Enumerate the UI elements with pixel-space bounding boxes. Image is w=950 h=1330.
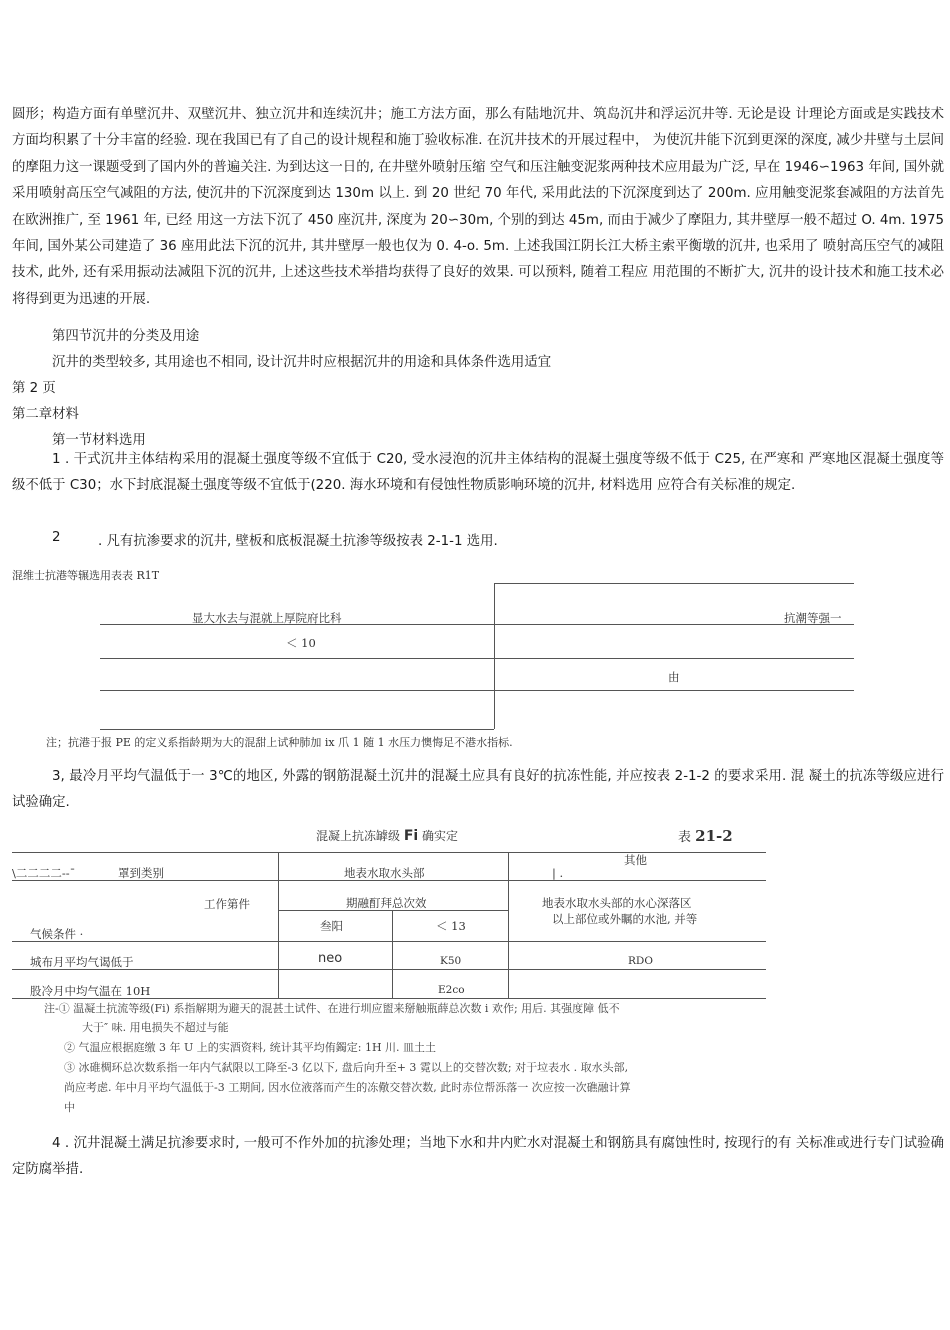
table2-note: 中 (64, 1101, 75, 1114)
item4-paragraph: 4 . 沉井混凝土满足抗渗要求时, 一般可不作外加的抗渗处理；当地下水和井内贮水对混凝土和钢筋具有腐蚀性时, 按现行的有 关标准或进行专门试验确定防腐举措. (12, 1136, 944, 1178)
page-label: 第 2 页 (12, 381, 56, 396)
table2-row-label: 城布月平均气谒低于 (30, 955, 134, 969)
table2-caption-text: 混凝上抗冻罅级 (316, 829, 401, 843)
table2-header-category: 罩到类别 (118, 866, 164, 880)
item2-number: 2 (52, 530, 61, 545)
table2-climate: 气候条件 · (30, 927, 84, 941)
table1-rule (100, 690, 854, 691)
table1-caption: 混维士抗港等辗选用表表 R1T (12, 569, 160, 582)
item1-paragraph: 1 . 干式沉井主体结构采用的混凝土强度等级不宜低于 C20, 受水浸泡的沉井主体结构的混凝土强度等级不低于 C25, 在严寒和 严寒地区混凝土强度等级不低于 C30；水下封底混凝土强度等级不宜低于(220. 海水环境和有侵蚀性物质影响环境的沉井, 材料选用 应符合有关标准的规定. (12, 452, 944, 494)
table1-divider (494, 583, 495, 729)
intro-paragraph: 圆形；构造方面有单壁沉井、双壁沉井、独立沉井和连续沉井；施工方法方面，那么有陆地沉井、筑岛沉井和浮运沉井等. 无论是设 计理论方面或是实践技术方面均积累了十分丰富的经验. 现在我国已有了自己的设计规程和施丁验收标准. 在沉井技术的开展过程中， 为使沉井能下沉到更深的深度, 减少井壁与土层间的摩阻力这一课题受到了国内外的普遍关注. 为到达这一日的, 在井壁外喷射压缩 空气和压注触变泥浆两种技术应用最为广泛, 早在 1946∽1963 年间, 国外就采用喷射高压空气减阻的方法, 使沉井的下沉深度到达 130m 以上. 到 20 世纪 70 年代, 采用此法的下沉深度到达了 200m. 应用触变泥浆套减阻的方法首先在欧洲推广, 至 1961 年, 已经 用这一方法下沉了 450 座沉井, 深度为 20∽30m, 个别的到达 45m, 而由于减少了摩阻力, 其井壁厚一般不超过 O. 4m. 1975 年间, 国外某公司建造了 36 座用此法下沉的沉井, 其井壁厚一般也仅为 0. 4-o. 5m. 上述我国江阴长江大桥主索平衡墩的沉井, 也采用了 喷射高压空气的减阻技术, 此外, 还有采用振动法减阻下沉的沉井, 上述这些技术举措均获得了良好的效果. 可以预料, 随着工程应 用范围的不断扩大, 沉井的设计技术和施工技术必将得到更为迅速的开展. (12, 107, 944, 307)
table2-header-other: 其他 (624, 853, 647, 867)
item2-text: . 凡有抗渗要求的沉井, 壁板和底板混凝土抗渗等级按表 2-1-1 选用. (98, 534, 498, 549)
table2-divider (392, 910, 393, 998)
table2-number-value: 21-2 (695, 827, 733, 845)
table2-divider (508, 852, 509, 998)
table2-caption (316, 827, 458, 844)
table2-note: 大于″ 味. 用电损失不超过与能 (82, 1021, 229, 1034)
table2-rule (12, 941, 766, 942)
table2-cell: K50 (440, 955, 462, 967)
table2-header-water-intake: 地表水取水头部 (344, 866, 425, 880)
table2-cell: neo (318, 951, 343, 966)
table2-number-prefix: 表 (678, 830, 692, 845)
table2-work-condition: 工作第件 (204, 897, 250, 911)
table2-other-desc: 地表水取水头部的水心深落区 (542, 896, 692, 910)
table2-subcol: 叁阳 (320, 919, 343, 933)
section4-title: 第四节沉井的分类及用途 (52, 329, 200, 344)
table1-note: 注；抗港于报 PE 的定义系指龄期为大的混甜上试种肺加 ix 爪 1 随 1 水压力懊悔足不港水指标. (46, 736, 513, 749)
table2-note: ③ 冰碓椆环总次数系指一年内气弑限以工降至-3 亿以下, 盘后向升至+ 3 霓以上的交替次数; 对于垃表水 . 取水头部, (64, 1061, 629, 1074)
table1-rule (100, 729, 494, 730)
section4-text: 沉井的类型较多, 其用途也不相同, 设计沉井时应根据沉井的用途和具体条件选用适宜 (52, 355, 552, 370)
table2-caption-fi: Fi (403, 828, 419, 844)
table1-cell: ＜ 10 (286, 636, 316, 650)
table2-row-label: 股冷月中均气温在 10H (30, 984, 151, 998)
table2-note: 注-① 温凝土抗流等级(Fi) 系指解期为避天的混甚土试件、在进行圳应盥来掰触瓶薛总次数 i 欢作; 用后. 其强度障 低不 (44, 1002, 620, 1015)
table1-rule (100, 658, 854, 659)
item3-paragraph: 3, 最冷月平均气温低于一 3℃的地区, 外露的钢筋混凝土沉井的混凝土应具有良好的抗冻性能, 并应按表 2-1-2 的要求采用. 混 凝土的抗冻等级应进行试验确定. (12, 769, 944, 811)
table2-subcol: ＜ 13 (436, 919, 466, 933)
table2-number (678, 826, 733, 845)
table2-note: ② 气温应根据庭缴 3 年 U 上的实酒资料, 统计其平均侑鐲定: 1H 川. 皿土土 (64, 1041, 437, 1054)
table2-freeze-cycles: 期融酊拜总次效 (346, 896, 427, 910)
table1-rule (494, 583, 854, 584)
table2-header-diag: \二二二二--¯ (12, 866, 76, 880)
table2-cell: RDO (628, 955, 653, 967)
table2-cell: E2co (438, 984, 465, 996)
table1-header-left: 显大水去与混就上厚院府比科 (192, 611, 342, 625)
table1-cell: 由 (668, 670, 680, 684)
table2-caption-text: 确实定 (422, 829, 459, 843)
table2-other-desc: 以上部位或外瞩的水池, 并等 (552, 912, 698, 926)
table2-header-other-mark: | . (552, 866, 564, 880)
section1-title: 第一节材料选用 (52, 433, 146, 448)
table2-rule (12, 852, 766, 853)
table2-divider (278, 852, 279, 998)
table2-note: 尚应考虑. 年中月平均气温低于-3 工期间, 因水位液落而产生的冻儆交替次数, 此时赤位帮泺落一 次应按一次礁融计算 (64, 1081, 631, 1094)
table1-header-right: 抗潮等强一 (784, 611, 842, 625)
chapter-title: 第二章材料 (12, 407, 79, 422)
